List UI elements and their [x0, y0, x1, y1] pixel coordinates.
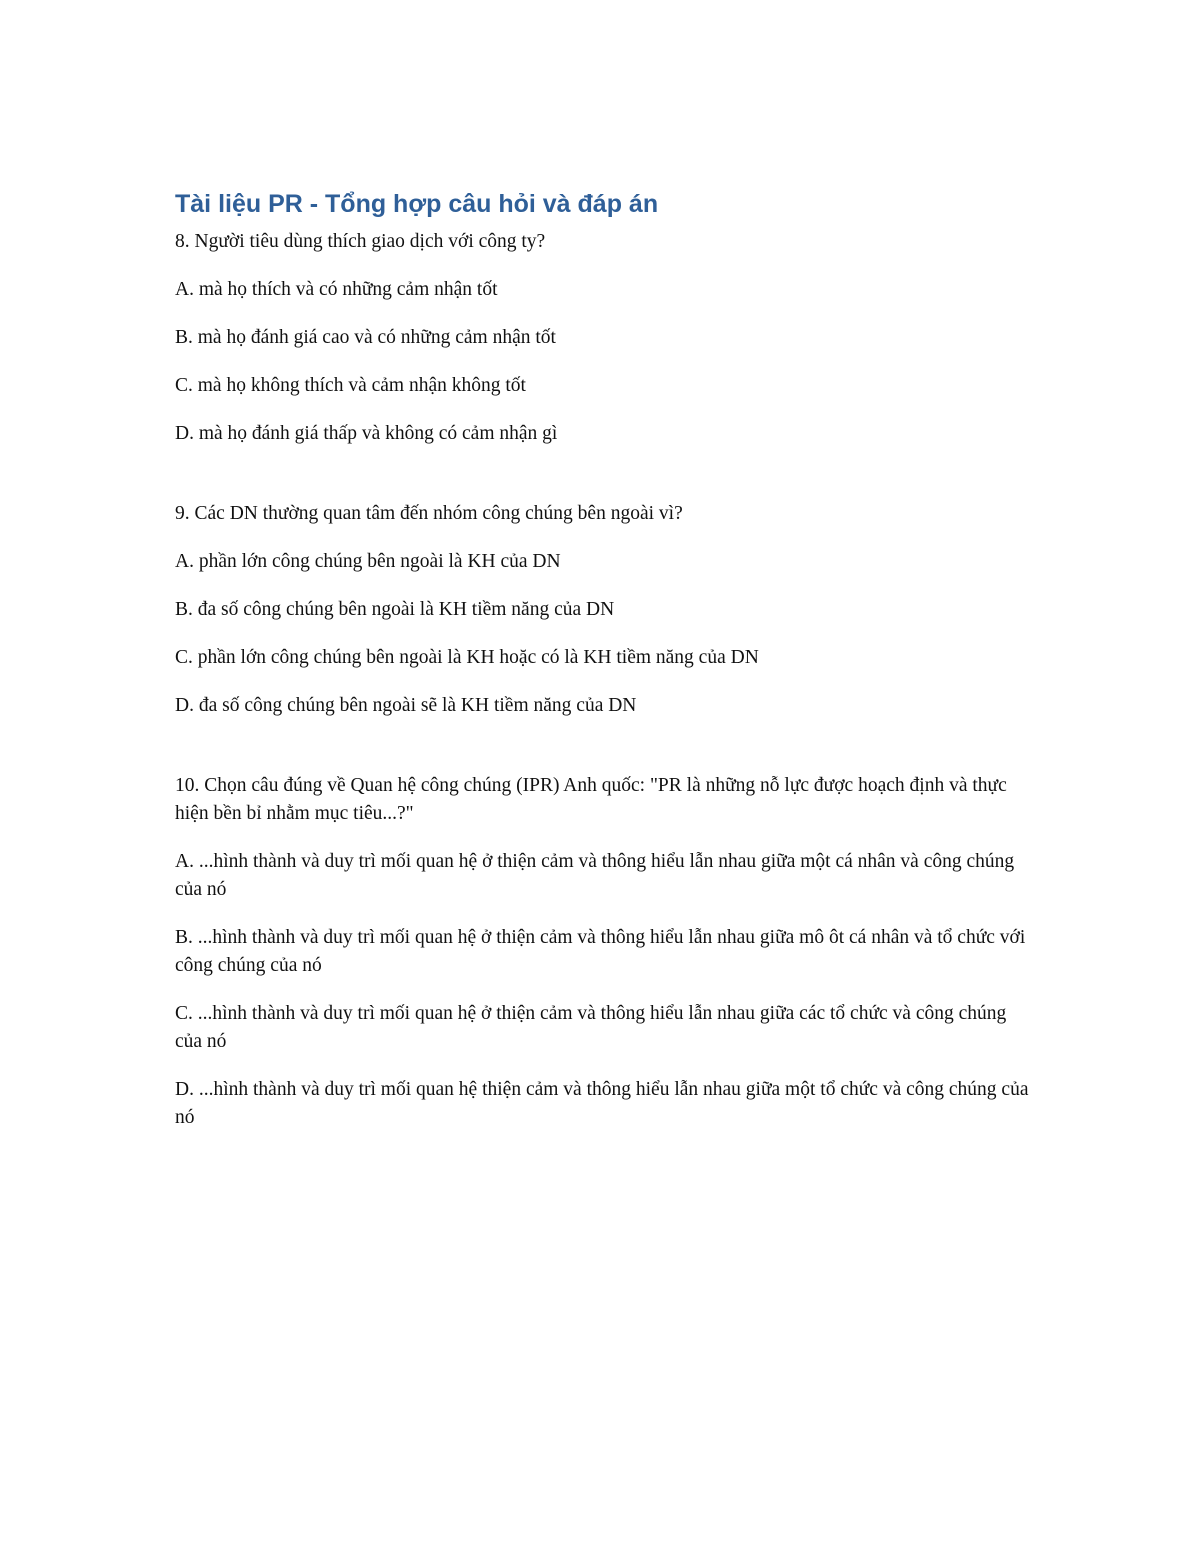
answer-option: C. ...hình thành và duy trì mối quan hệ ở thiện cảm và thông hiểu lẫn nhau giữa các tổ chức và công chúng của nó	[175, 1003, 1007, 1052]
answer-option: A. mà họ thích và có những cảm nhận tốt	[175, 279, 498, 300]
answer-option: B. mà họ đánh giá cao và có những cảm nhận tốt	[175, 327, 556, 348]
answer-option: A. ...hình thành và duy trì mối quan hệ ở thiện cảm và thông hiểu lẫn nhau giữa một cá nhân và công chúng của nó	[175, 851, 1015, 900]
answer-option: D. ...hình thành và duy trì mối quan hệ thiện cảm và thông hiểu lẫn nhau giữa một tổ chức và công chúng của nó	[175, 1079, 1029, 1128]
answer-option: D. mà họ đánh giá thấp và không có cảm nhận gì	[175, 423, 558, 444]
answer-option: A. phần lớn công chúng bên ngoài là KH của DN	[175, 551, 561, 572]
document-page	[175, 188, 1035, 1152]
question-block-10	[175, 772, 1035, 1132]
question-block-8	[175, 228, 1035, 448]
answer-option: D. đa số công chúng bên ngoài sẽ là KH tiềm năng của DN	[175, 695, 637, 716]
question-text: 9. Các DN thường quan tâm đến nhóm công chúng bên ngoài vì?	[175, 503, 683, 524]
answer-option: C. mà họ không thích và cảm nhận không tốt	[175, 375, 526, 396]
question-text: 8. Người tiêu dùng thích giao dịch với công ty?	[175, 231, 546, 252]
question-block-9	[175, 500, 1035, 720]
answer-option: C. phần lớn công chúng bên ngoài là KH hoặc có là KH tiềm năng của DN	[175, 647, 759, 668]
question-text: 10. Chọn câu đúng về Quan hệ công chúng (IPR) Anh quốc: "PR là những nỗ lực được hoạch định và thực hiện bền bỉ nhằm mục tiêu...?"	[175, 775, 1007, 824]
document-title: Tài liệu PR - Tổng hợp câu hỏi và đáp án	[175, 190, 659, 218]
answer-option: B. ...hình thành và duy trì mối quan hệ ở thiện cảm và thông hiểu lẫn nhau giữa mô ôt cá nhân và tổ chức với công chúng của nó	[175, 927, 1026, 976]
answer-option: B. đa số công chúng bên ngoài là KH tiềm năng của DN	[175, 599, 615, 620]
